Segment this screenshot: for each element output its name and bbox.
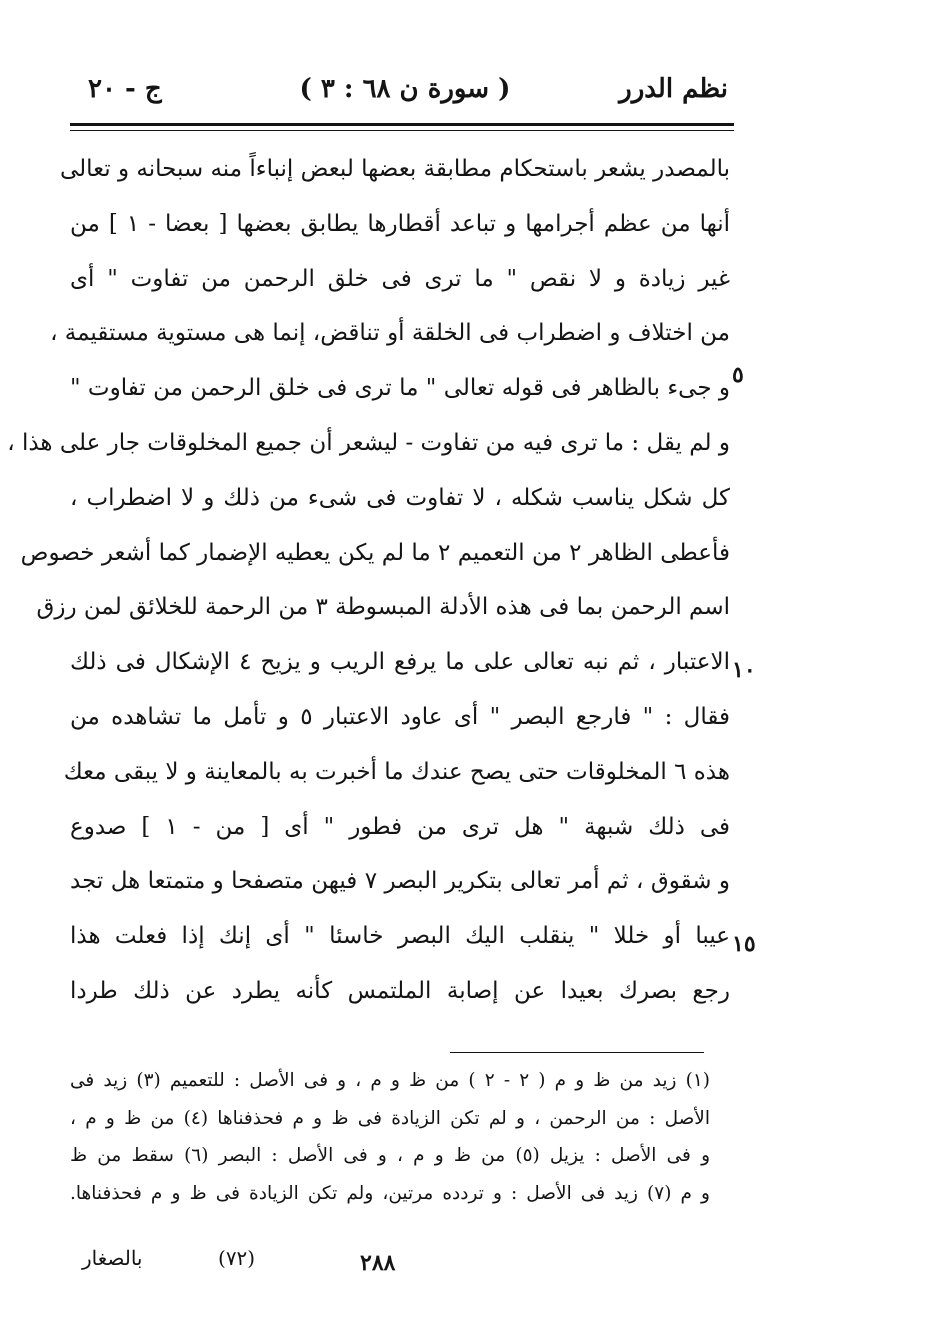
footnote-line: الأصل : من الرحمن ، و لم تكن الزيادة فى ظ و م فحذفناها (٤) من ظ و م ،: [70, 1107, 710, 1129]
text-line: غير زيادة و لا نقص " ما ترى فى خلق الرحمن من تفاوت " أى: [70, 265, 730, 292]
running-header: [70, 62, 740, 122]
surah-reference: ( سورة ن ٦٨ : ٣ ): [299, 74, 511, 104]
text-line: و شقوق ، ثم أمر تعالى بتكرير البصر ٧ فيهن متصفحا و متمتعا هل تجد: [70, 868, 730, 895]
text-line: و جىء بالظاهر فى قوله تعالى " ما ترى فى خلق الرحمن من تفاوت ": [70, 375, 730, 402]
text-line: أنها من عظم أجرامها و تباعد أقطارها يطابق بعضها [ بعضا - ١ ] من: [70, 210, 730, 237]
text-line: فأعطى الظاهر ٢ من التعميم ٢ ما لم يكن يعطيه الإضمار كما أشعر خصوص: [20, 539, 730, 566]
header-rule-thin: [70, 130, 734, 131]
line-number-15: ١٥: [732, 931, 756, 957]
text-line: من اختلاف و اضطراب فى الخلقة أو تناقض، إنما هى مستوية مستقيمة ،: [50, 320, 730, 347]
line-number-10: ١٠: [732, 657, 756, 683]
text-line: فى ذلك شبهة " هل ترى من فطور " أى [ من - ١ ] صدوع: [70, 813, 730, 840]
page-number: ٢٨٨: [360, 1250, 396, 1276]
footnote-line: (١) زيد من ظ و م ( ٢ - ٢ ) من ظ و م ، و فى الأصل : للتعميم (٣) زيد فى: [70, 1070, 710, 1091]
text-line: رجع بصرك بعيدا عن إصابة الملتمس كأنه يطرد عن ذلك طردا: [70, 977, 730, 1004]
text-line: هذه ٦ المخلوقات حتى يصح عندك ما أخبرت به بالمعاينة و لا يبقى معك: [63, 758, 730, 785]
part-number: ج - ٢٠: [88, 74, 162, 104]
footnote-line: و فى الأصل : يزيل (٥) من ظ و م ، و فى الأصل : البصر (٦) سقط من ظ: [70, 1145, 710, 1166]
sheet-number: (٧٢): [218, 1246, 256, 1270]
main-text: [7, 142, 731, 1019]
book-title: نظم الدرر: [619, 74, 728, 104]
line-number-5: ٥: [732, 362, 744, 388]
header-rule: [70, 123, 734, 126]
text-line: عيبا أو خللا " ينقلب اليك البصر خاسئا " أى إنك إذا فعلت هذا: [70, 923, 730, 950]
footnotes: [70, 1062, 710, 1212]
text-line: كل شكل يناسب شكله ، لا تفاوت فى شىء من ذلك و لا اضطراب ،: [70, 484, 730, 511]
footnote-line: و م (٧) زيد فى الأصل : و تردده مرتين، ولم تكن الزيادة فى ظ و م فحذفناها.: [70, 1182, 710, 1204]
text-line: و لم يقل : ما ترى فيه من تفاوت - ليشعر أن جميع المخلوقات جار على هذا ،: [7, 429, 730, 456]
text-line: بالمصدر يشعر باستحكام مطابقة بعضها لبعض إنباءاً منه سبحانه و تعالى: [59, 156, 730, 182]
page-footer: [70, 1246, 710, 1286]
footnote-rule: [450, 1052, 704, 1053]
signature-mark: بالصغار: [82, 1246, 143, 1270]
text-line: الاعتبار ، ثم نبه تعالى على ما يرفع الريب و يزيح ٤ الإشكال فى ذلك: [70, 649, 731, 676]
text-line: اسم الرحمن بما فى هذه الأدلة المبسوطة ٣ من الرحمة للخلائق لمن رزق: [36, 594, 730, 621]
text-line: فقال : " فارجع البصر " أى عاود الاعتبار ٥ و تأمل ما تشاهده من: [70, 703, 730, 730]
